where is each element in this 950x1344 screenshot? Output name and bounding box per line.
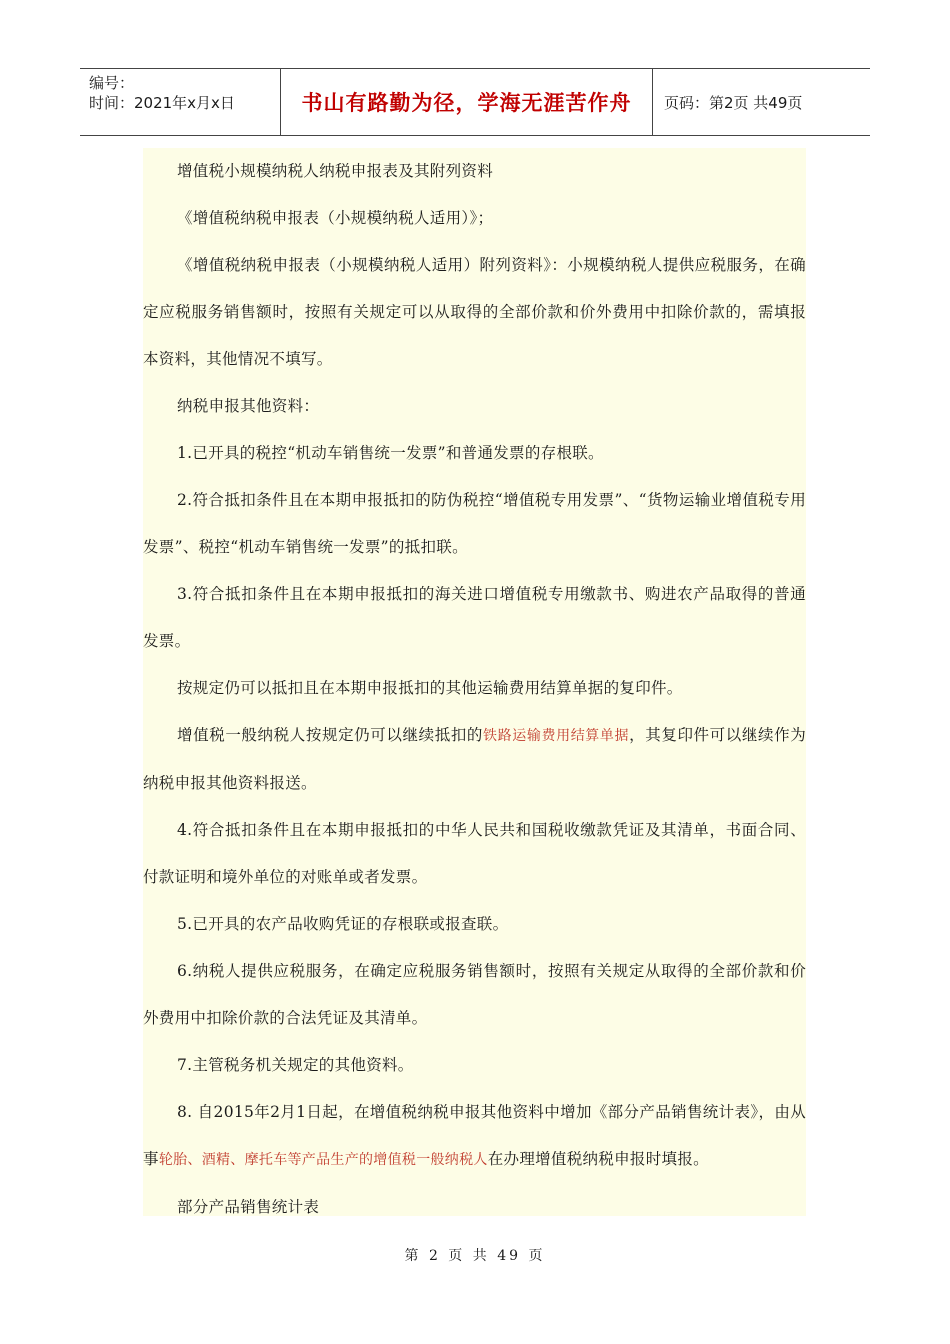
list-item: 2.符合抵扣条件且在本期申报抵扣的防伪税控“增值税专用发票”、“货物运输业增值税专用发票”、税控“机动车销售统一发票”的抵扣联。 (143, 491, 806, 556)
highlight-text: 轮胎、酒精、摩托车等产品生产的增值税一般纳税人 (158, 1152, 488, 1168)
page-header (80, 68, 870, 136)
paragraph: 《增值税纳税申报表（小规模纳税人适用）附列资料》：小规模纳税人提供应税服务，在确定应税服务销售额时，按照有关规定可以从取得的全部价款和价外费用中扣除价款的，需填报本资料，其他情况不填写。 (143, 256, 806, 368)
list-item: 3.符合抵扣条件且在本期申报抵扣的海关进口增值税专用缴款书、购进农产品取得的普通发票。 (143, 585, 806, 650)
header-page-info: 页码：第2页 共49页 (664, 93, 803, 112)
text-segment: ，其复印件可以继续作为纳税申报其他资料报送。 (143, 726, 806, 792)
list-item: 5.已开具的农产品收购凭证的存根联或报查联。 (177, 915, 509, 933)
header-meta (80, 69, 281, 135)
list-item: 1.已开具的税控“机动车销售统一发票”和普通发票的存根联。 (177, 444, 604, 462)
highlight-text: 铁路运输费用结算单据 (483, 728, 630, 744)
document-body (143, 148, 806, 1216)
list-item (143, 1089, 806, 1184)
text-segment: 增值税一般纳税人按规定仍可以继续抵扣的 (177, 726, 484, 744)
paragraph: 《增值税纳税申报表（小规模纳税人适用）》； (177, 209, 494, 227)
text-segment: 在办理增值税纳税申报时填报。 (487, 1150, 709, 1168)
paragraph: 增值税小规模纳税人纳税申报表及其附列资料 (177, 162, 494, 180)
paragraph: 纳税申报其他资料： (177, 397, 320, 415)
list-item: 6.纳税人提供应税服务，在确定应税服务销售额时，按照有关规定从取得的全部价款和价外费用中扣除价款的合法凭证及其清单。 (143, 962, 806, 1027)
text-segment: 8. 自2015年2月1日起，在增值税纳税申报其他资料中增加《部分产品销售统计表》，由从事 (143, 1103, 806, 1168)
time-label: 时间：2021年x月x日 (89, 94, 235, 112)
list-item: 7.主管税务机关规定的其他资料。 (177, 1056, 414, 1074)
paragraph: 部分产品销售统计表 (177, 1198, 320, 1216)
list-item: 4.符合抵扣条件且在本期申报抵扣的中华人民共和国税收缴款凭证及其清单，书面合同、付款证明和境外单位的对账单或者发票。 (143, 821, 806, 886)
paragraph (143, 712, 806, 807)
code-label: 编号： (89, 74, 135, 92)
page-footer: 第 2 页 共 49 页 (404, 1248, 546, 1264)
header-motto: 书山有路勤为径，学海无涯苦作舟 (281, 69, 653, 135)
paragraph: 按规定仍可以抵扣且在本期申报抵扣的其他运输费用结算单据的复印件。 (177, 679, 683, 697)
